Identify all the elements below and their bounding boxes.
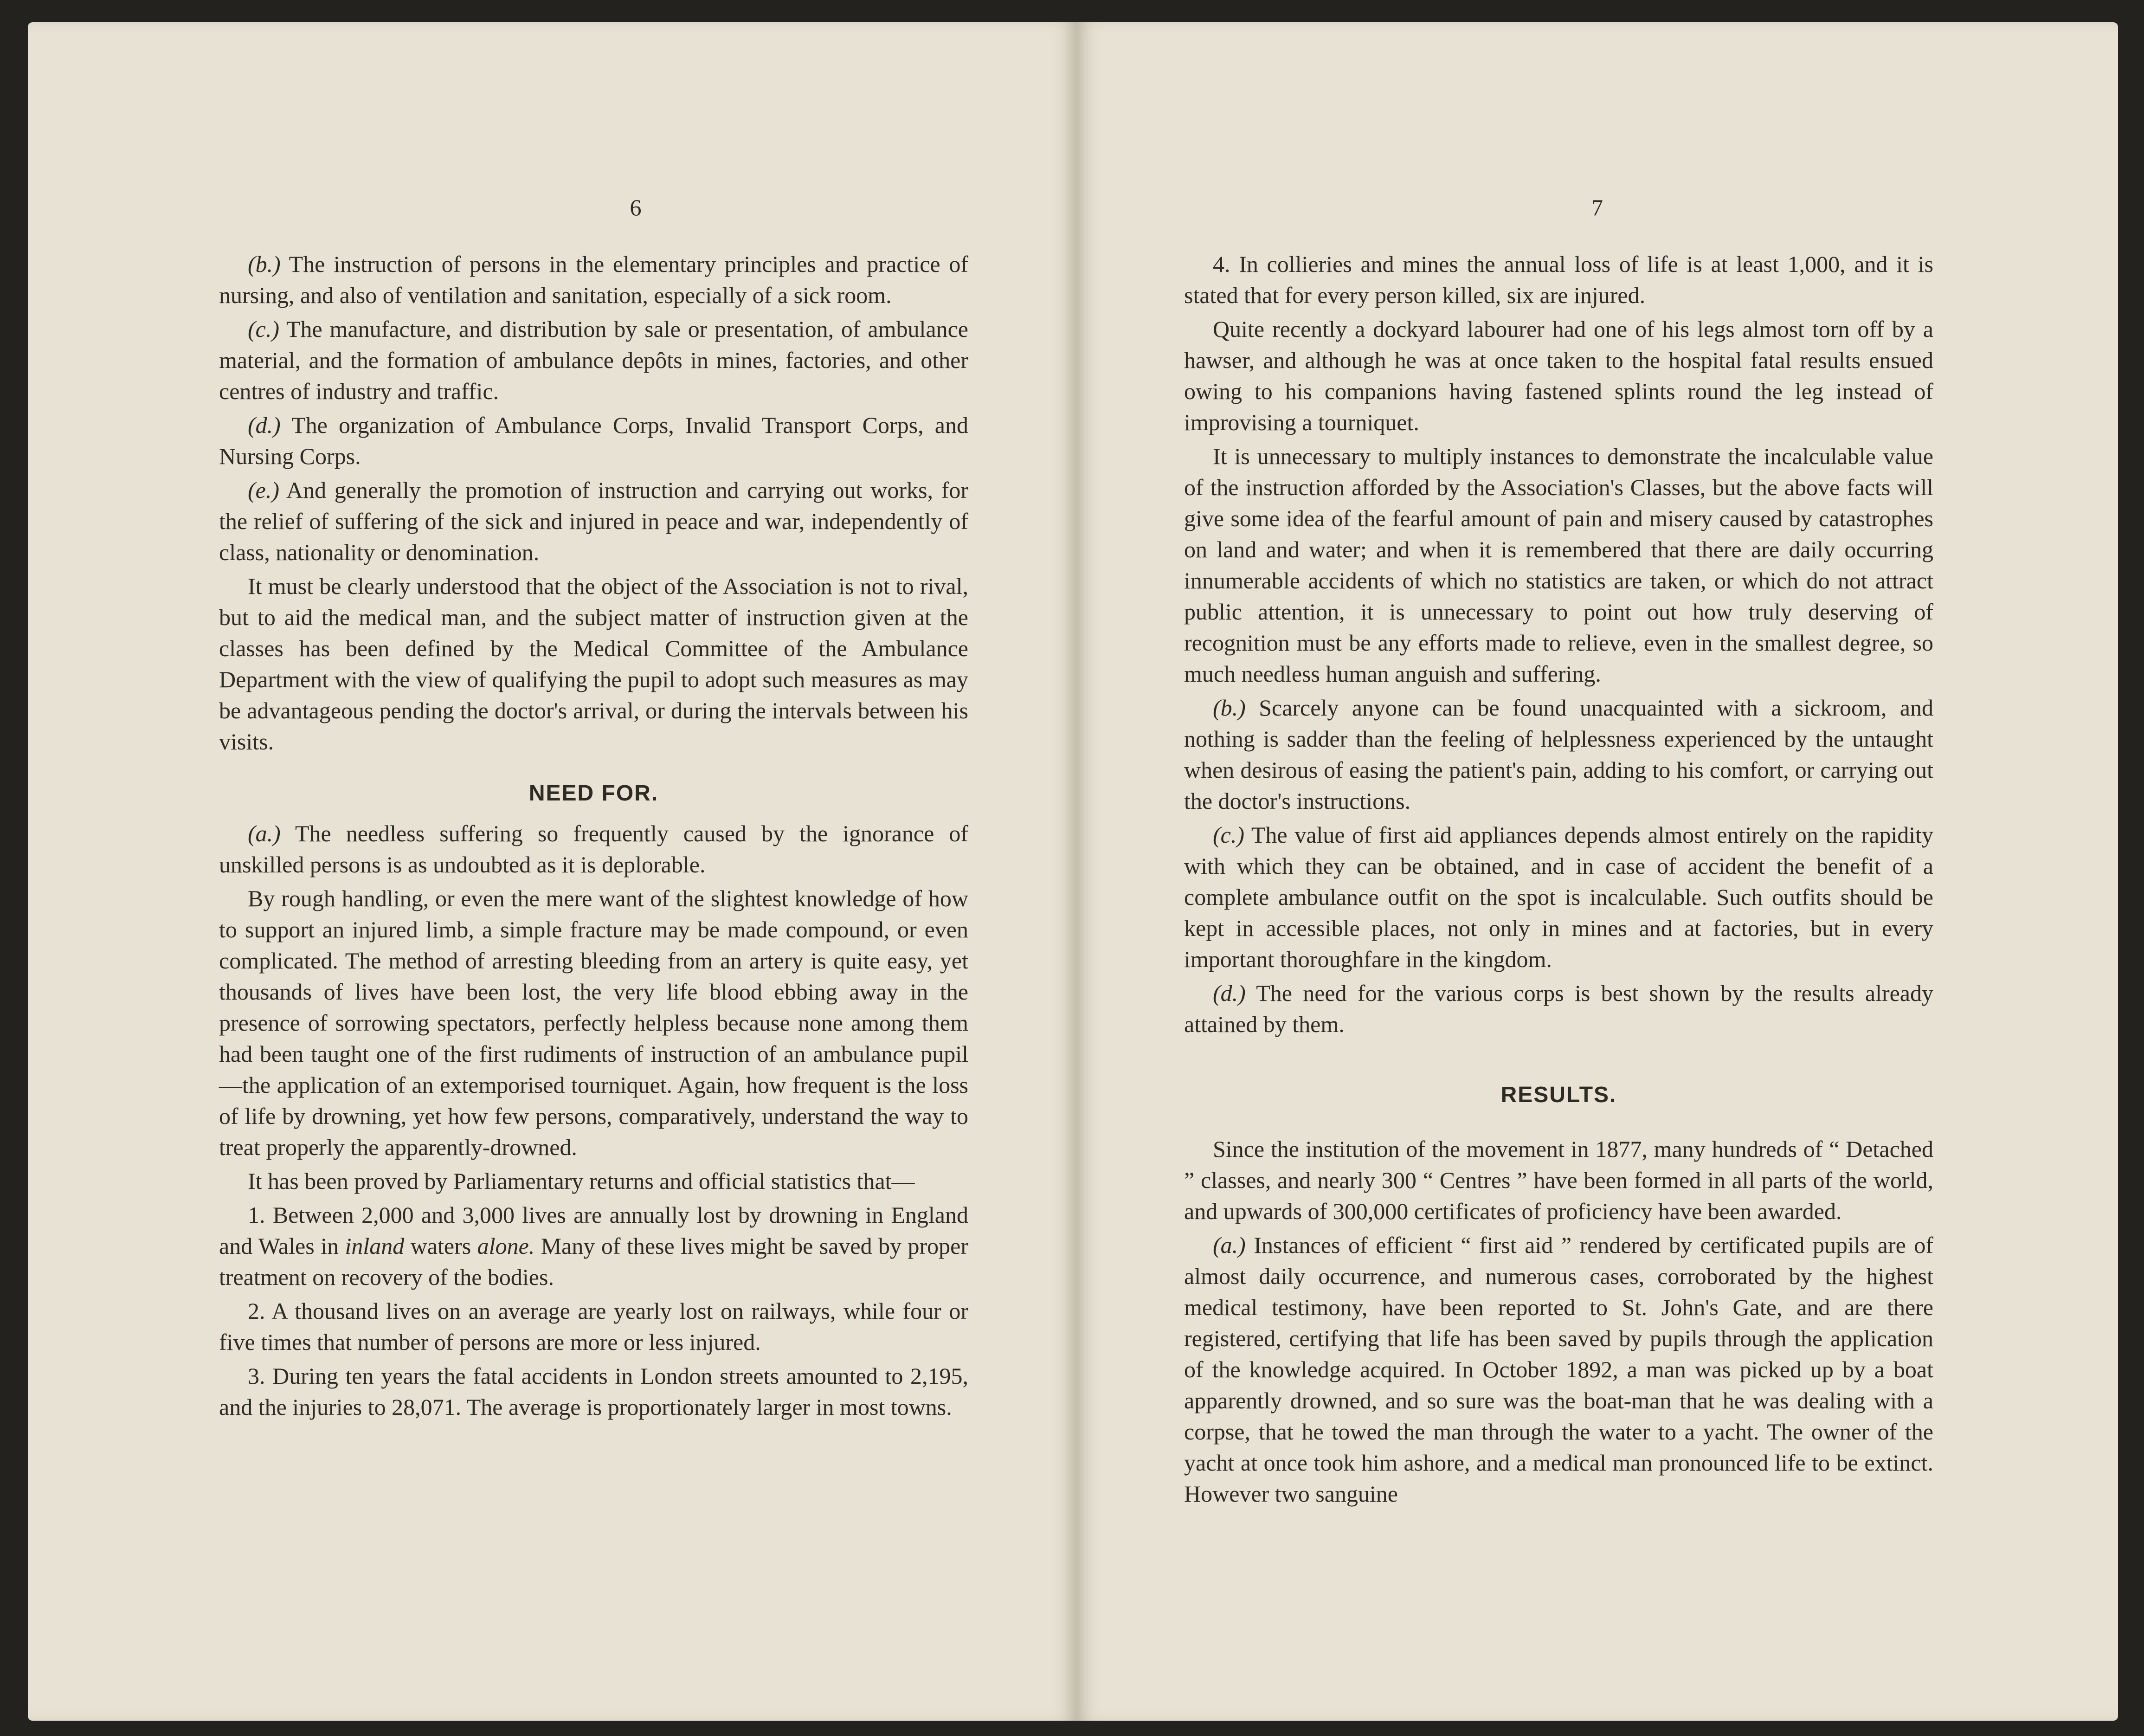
paragraph-stat-1 [219, 1200, 968, 1293]
item-label: (c.) [1213, 822, 1244, 848]
text-run: Many of these lives might be saved by proper treatment on recovery of the bodies. [219, 1233, 969, 1290]
page-number: 7 [1591, 194, 1603, 220]
paragraph-b [219, 249, 968, 311]
text-run: 1. Between 2,000 and 3,000 lives are annually lost by drowning in England and Wales in [219, 1202, 968, 1259]
paragraph-text: The organization of Ambulance Corps, Invalid Transport Corps, and Nursing Corps. [219, 412, 968, 469]
item-label: (b.) [1213, 695, 1246, 721]
text-italic: alone. [477, 1233, 535, 1259]
paragraph-statistics-intro: It has been proved by Parliamentary returns and official statistics that— [248, 1168, 915, 1194]
paragraph-text: Scarcely anyone can be found unacquainted with a sickroom, and nothing is sadder than the feeling of helplessness experienced by the untaught when desirous of easing the patient's pain, adding to his comfort, or carrying out the doctor's instructions. [1184, 695, 1933, 814]
paragraph-text: The manufacture, and distribution by sale or presentation, of ambulance material, and the formation of ambulance depôts in mines, factories, and other centres of industry and traffic. [219, 316, 968, 404]
paragraph-stat-4: 4. In collieries and mines the annual loss of life is at least 1,000, and it is stated that for every person killed, six are injured. [1184, 251, 1933, 308]
paragraph-results-since: Since the institution of the movement in 1877, many hundreds of “ Detached ” classes, and nearly 300 “ Centres ” have been formed in all parts of the world, and upwards of 300,000 certificates of proficiency have been awarded. [1184, 1136, 1933, 1224]
paragraph-text: The value of first aid appliances depends almost entirely on the rapidity with which they can be obtained, and in case of accident the benefit of a complete ambulance outfit on the spot is incalculable. Such outfits should be kept in accessible places, not only in mines and at factories, but in every important thoroughfare in the kingdom. [1184, 822, 1933, 972]
item-label: (d.) [1213, 980, 1246, 1006]
item-label: (e.) [248, 477, 279, 503]
paragraph-text: The needless suffering so frequently caused by the ignorance of unskilled persons is as undoubted as it is deplorable. [219, 820, 968, 878]
paragraph-text: And generally the promotion of instruction and carrying out works, for the relief of suffering of the sick and injured in peace and war, independently of class, nationality or denomination. [219, 477, 968, 565]
paragraph-stat-3: 3. During ten years the fatal accidents in London streets amounted to 2,195, and the injuries to 28,071. The average is proportionately larger in most towns. [219, 1363, 968, 1420]
left-text-column [219, 179, 968, 1426]
item-label: (d.) [248, 412, 281, 438]
item-label: (c.) [248, 316, 279, 342]
paragraph-need-c [1184, 820, 1933, 975]
paragraph-unnecessary: It is unnecessary to multiply instances to demonstrate the incalculable value of the instruction afforded by the Association's Classes, but the above facts will give some idea of the fearful amount of pain and misery caused by catastrophes on land and water; and when it is remembered that there are daily occurring innumerable accidents of which no statistics are taken, or which do not attract public attention, it is unnecessary to point out how truly deserving of recognition must be any efforts made to relieve, even in the smallest degree, so much needless human anguish and suffering. [1184, 443, 1933, 687]
section-heading-results: RESULTS. [1500, 1083, 1617, 1107]
text-run: waters [404, 1233, 477, 1259]
paragraph-need-b [1184, 692, 1933, 817]
paragraph-results-a [1184, 1230, 1933, 1510]
paragraph-text: The instruction of persons in the elementary principles and practice of nursing, and also of ventilation and sanitation, especially of a sick room. [219, 251, 968, 308]
paragraph-need-a [219, 818, 968, 880]
text-italic: inland [345, 1233, 405, 1259]
paragraph-e [219, 475, 968, 568]
paragraph-text: Instances of efficient “ first aid ” rendered by certificated pupils are of almost daily occurrence, and numerous cases, corroborated by the highest medical testimony, have been reported to St. John's Gate, and are there registered, certifying that life has been saved by pupils through the application of the knowledge acquired. In October 1892, a man was picked up by a boat apparently drowned, and so sure was the boat-man that he was dealing with a corpse, that he towed the man through the water to a yacht. The owner of the yacht at once took him ashore, and a medical man pronounced life to be extinct. However two sanguine [1184, 1232, 1933, 1507]
paragraph-c [219, 314, 968, 407]
paragraph-text: The need for the various corps is best shown by the results already attained by them. [1184, 980, 1933, 1037]
paragraph-stat-2: 2. A thousand lives on an average are yearly lost on railways, while four or five times that number of persons are more or less injured. [219, 1298, 968, 1355]
right-page [1076, 22, 2118, 1721]
item-label: (a.) [1213, 1232, 1246, 1258]
item-label: (b.) [248, 251, 281, 277]
paragraph-dockyard: Quite recently a dockyard labourer had one of his legs almost torn off by a hawser, and although he was at once taken to the hospital fatal results ensued owing to his companions having fastened splints round the leg instead of improvising a tourniquet. [1184, 316, 1933, 435]
item-label: (a.) [248, 820, 281, 846]
left-page [28, 22, 1076, 1721]
paragraph-association-purpose: It must be clearly understood that the object of the Association is not to rival, but to aid the medical man, and the subject matter of instruction given at the classes has been defined by the Medical Committee of the Ambulance Department with the view of qualifying the pupil to adopt such measures as may be advantageous pending the doctor's arrival, or during the intervals between his visits. [219, 573, 968, 755]
paragraph-rough-handling: By rough handling, or even the mere want of the slightest knowledge of how to support an injured limb, a simple fracture may be made compound, or even complicated. The method of arresting bleeding from an artery is quite easy, yet thousands of lives have been lost, the very life blood ebbing away in the presence of sorrowing spectators, perfectly helpless because none among them had been taught one of the first rudiments of instruction of an ambulance pupil—the application of an extemporised tourniquet. Again, how frequent is the loss of life by drowning, yet how few persons, comparatively, understand the way to treat properly the apparently-drowned. [219, 885, 968, 1160]
paragraph-d [219, 410, 968, 472]
page-number: 6 [630, 194, 642, 220]
section-heading-need-for: NEED FOR. [528, 781, 659, 806]
right-text-column [1184, 179, 1933, 1512]
paragraph-need-d [1184, 978, 1933, 1040]
